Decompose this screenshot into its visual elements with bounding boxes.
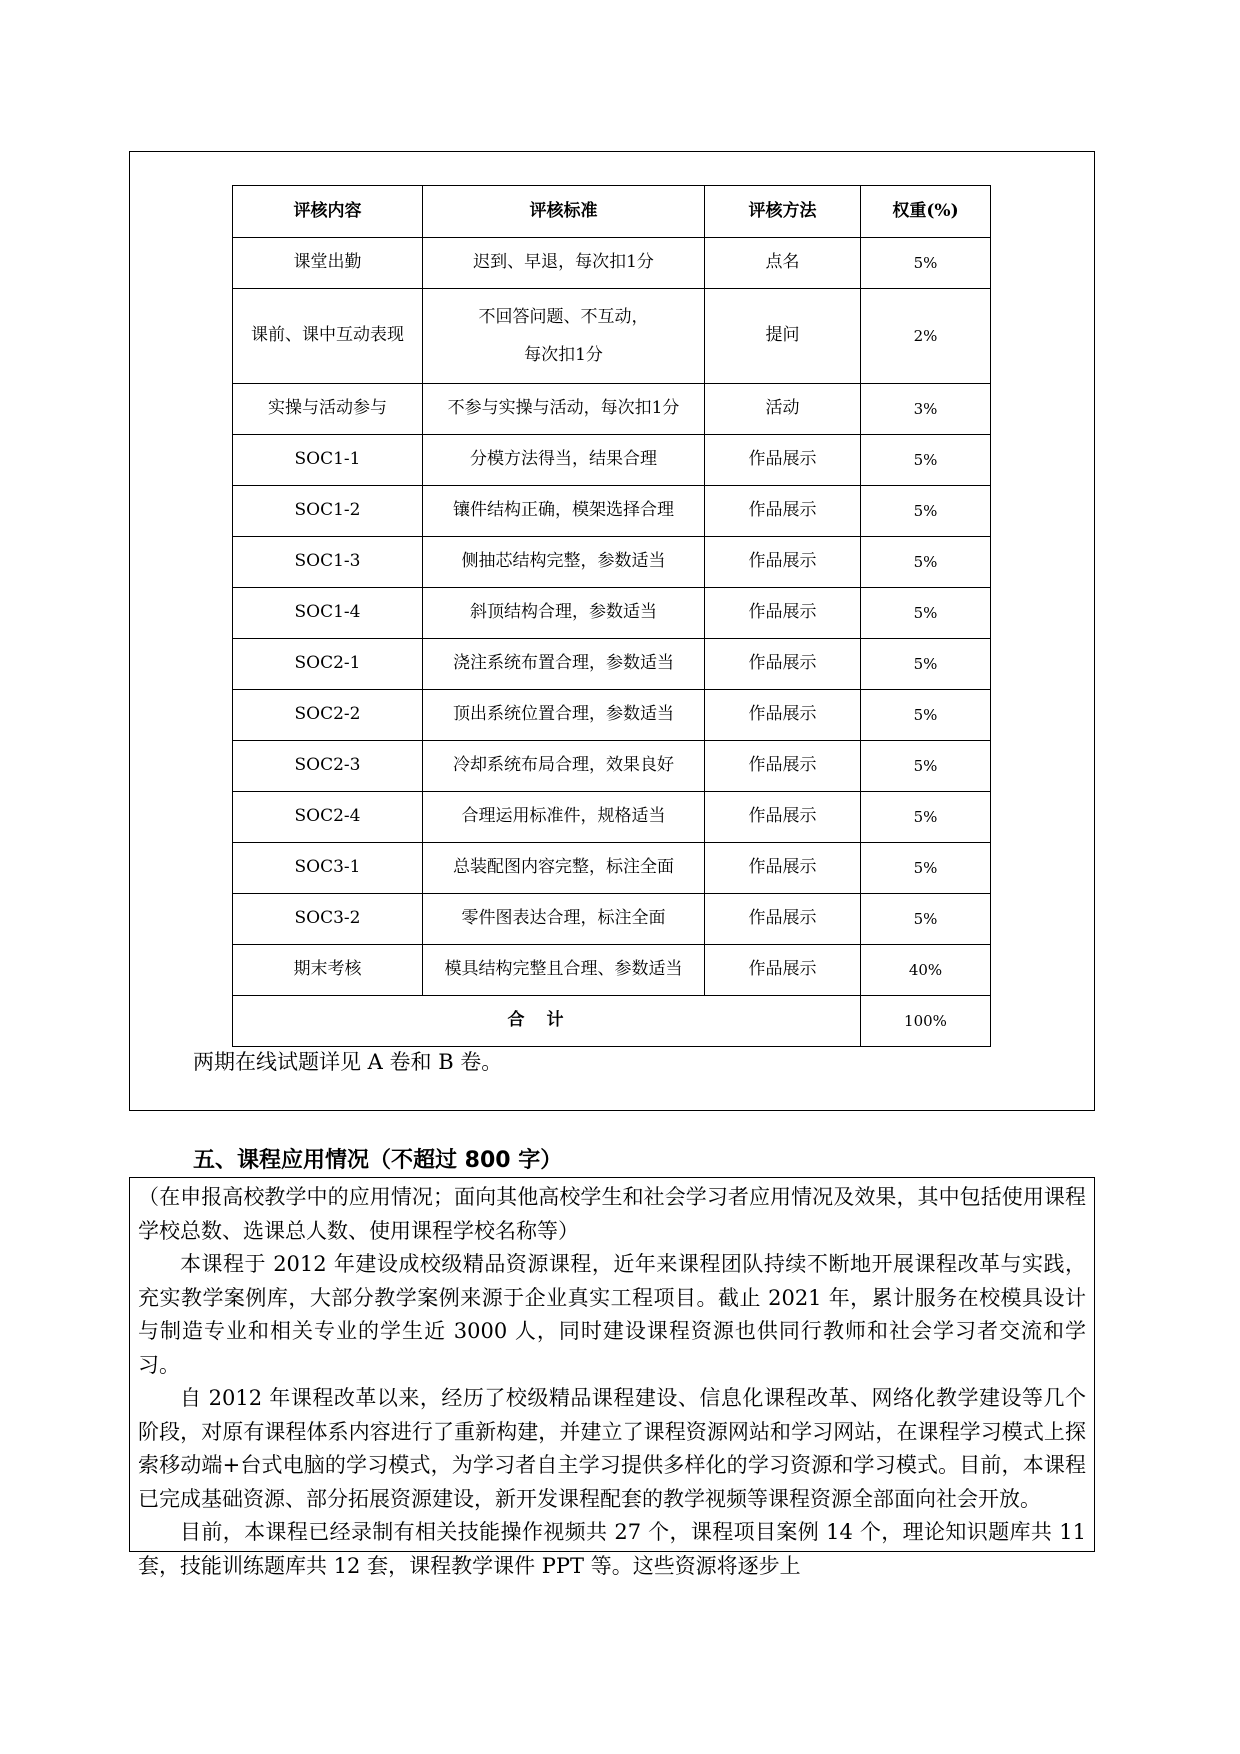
cell-standard: 顶出系统位置合理，参数适当 xyxy=(423,690,705,741)
cell-content: SOC3-2 xyxy=(233,894,423,945)
cell-content: SOC3-1 xyxy=(233,843,423,894)
paragraph: 本课程于 2012 年建设成校级精品资源课程，近年来课程团队持续不断地开展课程改革与实践，充实教学案例库，大部分教学案例来源于企业真实工程项目。截止 2021 年，累计服务在校模具设计与制造专业和相关专业的学生近 3000 人，同时建设课程资源也供同行教师和社会学习者交流和学习。 xyxy=(138,1252,1086,1377)
table-row xyxy=(233,639,991,690)
cell-standard: 冷却系统布局合理，效果良好 xyxy=(423,741,705,792)
cell-method: 作品展示 xyxy=(705,894,861,945)
cell-standard-line: 不回答问题、不互动， xyxy=(478,307,649,327)
cell-method: 提问 xyxy=(705,289,861,384)
cell-content: 课堂出勤 xyxy=(233,238,423,289)
cell-content: SOC2-2 xyxy=(233,690,423,741)
paragraph: 自 2012 年课程改革以来，经历了校级精品课程建设、信息化课程改革、网络化教学建设等几个阶段，对原有课程体系内容进行了重新构建，并建立了课程资源网站和学习网站，在课程学习模式上探索移动端+台式电脑的学习模式，为学习者自主学习提供多样化的学习资源和学习模式。目前，本课程已完成基础资源、部分拓展资源建设，新开发课程配套的教学视频等课程资源全部面向社会开放。 xyxy=(138,1386,1086,1511)
cell-weight: 5% xyxy=(861,238,991,289)
cell-standard: 迟到、早退，每次扣1分 xyxy=(423,238,705,289)
cell-content: SOC2-3 xyxy=(233,741,423,792)
cell-method: 活动 xyxy=(705,384,861,435)
cell-weight: 5% xyxy=(861,588,991,639)
cell-standard: 浇注系统布置合理，参数适当 xyxy=(423,639,705,690)
cell-method: 作品展示 xyxy=(705,945,861,996)
cell-content: SOC1-1 xyxy=(233,435,423,486)
cell-weight: 5% xyxy=(861,537,991,588)
table-row xyxy=(233,945,991,996)
cell-method: 作品展示 xyxy=(705,690,861,741)
table-total-row xyxy=(233,996,991,1047)
cell-content: 期末考核 xyxy=(233,945,423,996)
cell-weight: 5% xyxy=(861,843,991,894)
header-standard: 评核标准 xyxy=(423,186,705,238)
total-label: 合计 xyxy=(233,996,861,1047)
header-content: 评核内容 xyxy=(233,186,423,238)
cell-weight: 5% xyxy=(861,639,991,690)
cell-standard-line: 每次扣1分 xyxy=(524,345,603,365)
cell-weight: 3% xyxy=(861,384,991,435)
cell-method: 作品展示 xyxy=(705,588,861,639)
section-title: 五、课程应用情况（不超过 800 字） xyxy=(193,1148,563,1173)
cell-method: 作品展示 xyxy=(705,435,861,486)
cell-method: 作品展示 xyxy=(705,486,861,537)
cell-content: SOC1-2 xyxy=(233,486,423,537)
cell-weight: 5% xyxy=(861,792,991,843)
cell-content: SOC1-3 xyxy=(233,537,423,588)
cell-content: SOC2-4 xyxy=(233,792,423,843)
cell-method: 作品展示 xyxy=(705,537,861,588)
table-row xyxy=(233,792,991,843)
table-row xyxy=(233,435,991,486)
header-method: 评核方法 xyxy=(705,186,861,238)
cell-method: 作品展示 xyxy=(705,792,861,843)
cell-weight: 5% xyxy=(861,894,991,945)
cell-method: 作品展示 xyxy=(705,741,861,792)
cell-weight: 5% xyxy=(861,690,991,741)
cell-standard: 分模方法得当，结果合理 xyxy=(423,435,705,486)
cell-method: 作品展示 xyxy=(705,843,861,894)
header-weight: 权重(%) xyxy=(861,186,991,238)
table-row xyxy=(233,894,991,945)
cell-standard: 不参与实操与活动，每次扣1分 xyxy=(423,384,705,435)
section-box-bottom-border xyxy=(129,1551,1095,1552)
total-weight: 100% xyxy=(861,996,991,1047)
table-row xyxy=(233,690,991,741)
table-header-row xyxy=(233,186,991,238)
cell-content: 课前、课中互动表现 xyxy=(233,289,423,384)
cell-weight: 2% xyxy=(861,289,991,384)
table-row xyxy=(233,537,991,588)
exam-note: 两期在线试题详见 A 卷和 B 卷。 xyxy=(193,1050,503,1074)
cell-content: SOC1-4 xyxy=(233,588,423,639)
paragraph: （在申报高校教学中的应用情况；面向其他高校学生和社会学习者应用情况及效果，其中包括使用课程学校总数、选课总人数、使用课程学校名称等） xyxy=(138,1185,1086,1243)
cell-standard: 侧抽芯结构完整，参数适当 xyxy=(423,537,705,588)
table-row xyxy=(233,588,991,639)
table-row xyxy=(233,843,991,894)
cell-standard: 零件图表达合理，标注全面 xyxy=(423,894,705,945)
cell-content: 实操与活动参与 xyxy=(233,384,423,435)
cell-standard: 斜顶结构合理，参数适当 xyxy=(423,588,705,639)
table-row xyxy=(233,741,991,792)
cell-weight: 40% xyxy=(861,945,991,996)
cell-weight: 5% xyxy=(861,741,991,792)
table-row xyxy=(233,289,991,384)
cell-method: 点名 xyxy=(705,238,861,289)
cell-weight: 5% xyxy=(861,486,991,537)
cell-standard: 镶件结构正确，模架选择合理 xyxy=(423,486,705,537)
assessment-table xyxy=(232,185,991,1047)
course-application-box xyxy=(129,1177,1095,1578)
cell-method: 作品展示 xyxy=(705,639,861,690)
table-row xyxy=(233,486,991,537)
cell-standard: 总装配图内容完整，标注全面 xyxy=(423,843,705,894)
cell-standard: 模具结构完整且合理、参数适当 xyxy=(423,945,705,996)
paragraph: 目前，本课程已经录制有相关技能操作视频共 27 个，课程项目案例 14 个，理论知识题库共 11 套，技能训练题库共 12 套，课程教学课件 PPT 等。这些资源将逐步上 xyxy=(138,1520,1086,1578)
cell-weight: 5% xyxy=(861,435,991,486)
cell-content: SOC2-1 xyxy=(233,639,423,690)
cell-standard xyxy=(423,289,705,384)
table-row xyxy=(233,238,991,289)
cell-standard: 合理运用标准件，规格适当 xyxy=(423,792,705,843)
table-row xyxy=(233,384,991,435)
